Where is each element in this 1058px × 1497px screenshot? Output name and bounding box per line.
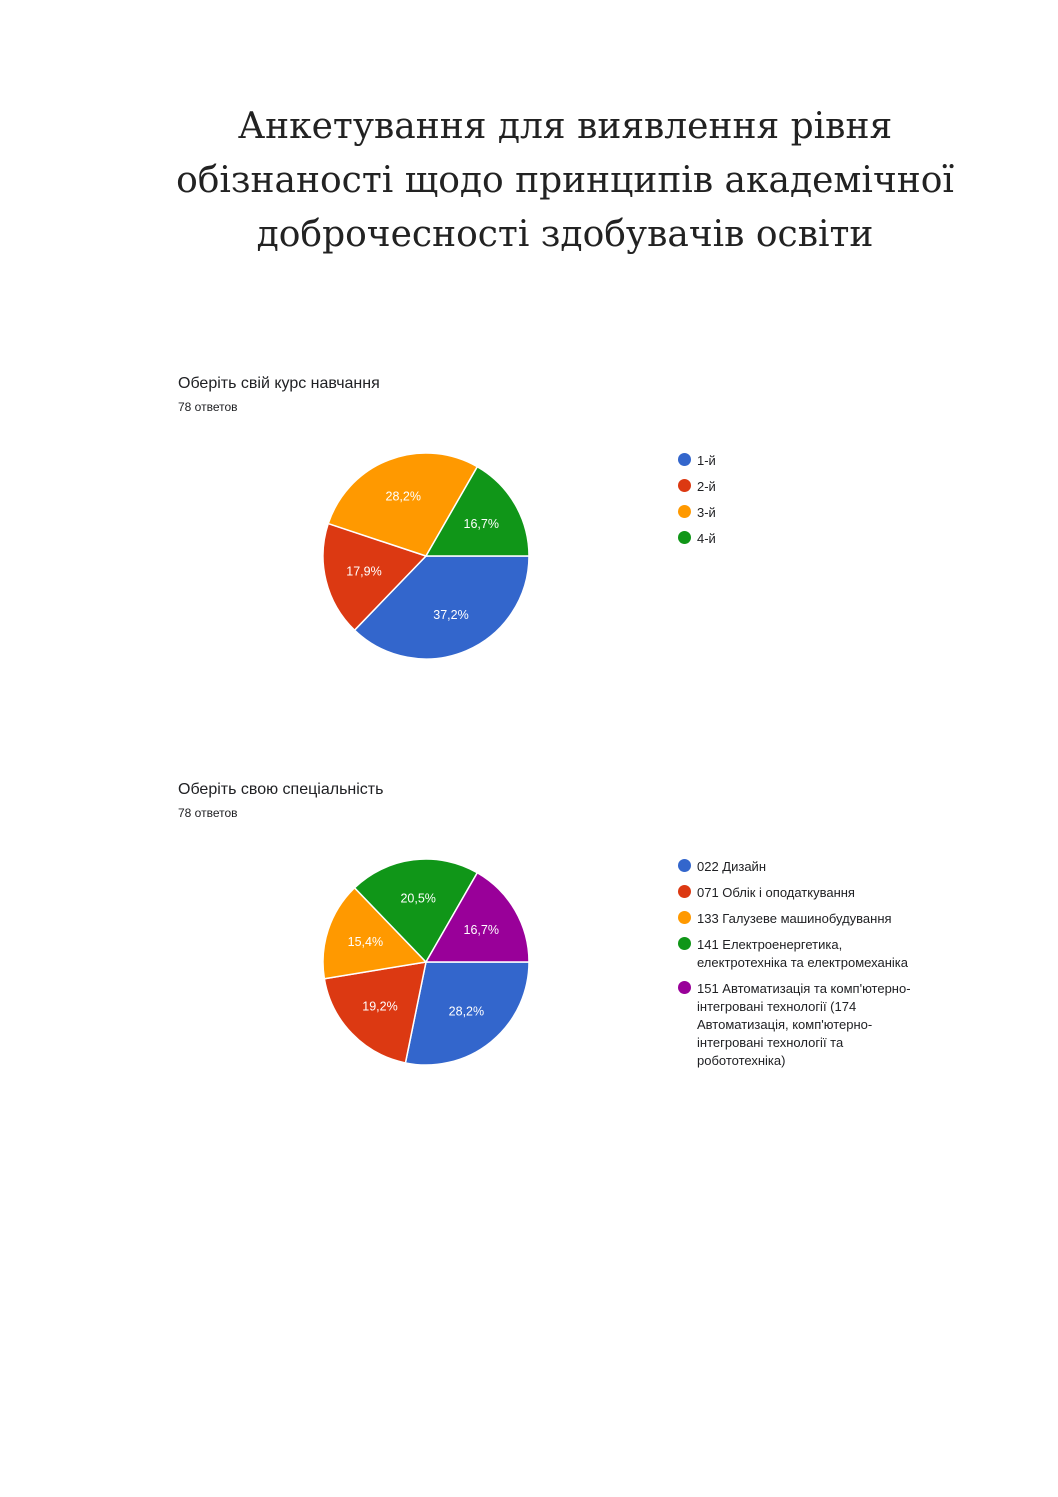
chart-title: Оберіть свою спеціальність (178, 781, 384, 798)
legend-swatch (678, 453, 691, 466)
pie-chart (320, 450, 532, 662)
legend-label: 2-й (697, 479, 716, 494)
legend-swatch (678, 911, 691, 924)
legend-item (678, 910, 927, 928)
legend-swatch (678, 479, 691, 492)
legend-swatch (678, 885, 691, 898)
response-count: 78 ответов (178, 400, 238, 414)
legend-swatch (678, 981, 691, 994)
legend-item (678, 980, 927, 1070)
slice-label: 17,9% (346, 564, 382, 579)
slice-label: 28,2% (448, 1004, 485, 1019)
legend-item (678, 530, 927, 548)
slice-label: 16,7% (463, 517, 499, 532)
legend-label: 3-й (697, 505, 716, 520)
legend-swatch (678, 859, 691, 872)
legend-label: 133 Галузеве машинобудування (697, 911, 892, 926)
legend-swatch (678, 505, 691, 518)
legend-swatch (678, 937, 691, 950)
slice-label: 37,2% (433, 607, 469, 622)
document-title-line: обізнаності щодо принципів академічної (176, 160, 954, 201)
legend-label: 4-й (697, 531, 716, 546)
slice-label: 20,5% (400, 891, 436, 906)
chart-legend (678, 452, 927, 556)
legend-label: 022 Дизайн (697, 859, 766, 874)
legend-item (678, 884, 927, 902)
legend-label: 141 Електроенергетика, електротехніка та електромеханіка (697, 937, 908, 970)
legend-label: 071 Облік і оподаткування (697, 885, 855, 900)
slice-label: 16,7% (463, 923, 499, 938)
legend-item (678, 858, 927, 876)
legend-item (678, 504, 927, 522)
chart-title: Оберіть свій курс навчання (178, 375, 380, 392)
document-title-line: доброчесності здобувачів освіти (256, 214, 874, 255)
document-title-line: Анкетування для виявлення рівня (237, 106, 893, 147)
legend-label: 151 Автоматизація та комп'ютерно-інтегровані технології (174 Автоматизація, комп'ютерно-інтегровані технології та робототехніка) (697, 981, 911, 1068)
slice-label: 28,2% (385, 489, 421, 504)
pie-chart (320, 856, 532, 1068)
document-title (120, 100, 1010, 262)
legend-label: 1-й (697, 453, 716, 468)
legend-item (678, 936, 927, 972)
slice-label: 15,4% (347, 934, 384, 949)
legend-swatch (678, 531, 691, 544)
legend-item (678, 478, 927, 496)
chart-legend (678, 858, 927, 1078)
response-count: 78 ответов (178, 806, 238, 820)
legend-item (678, 452, 927, 470)
slice-label: 19,2% (362, 999, 398, 1014)
